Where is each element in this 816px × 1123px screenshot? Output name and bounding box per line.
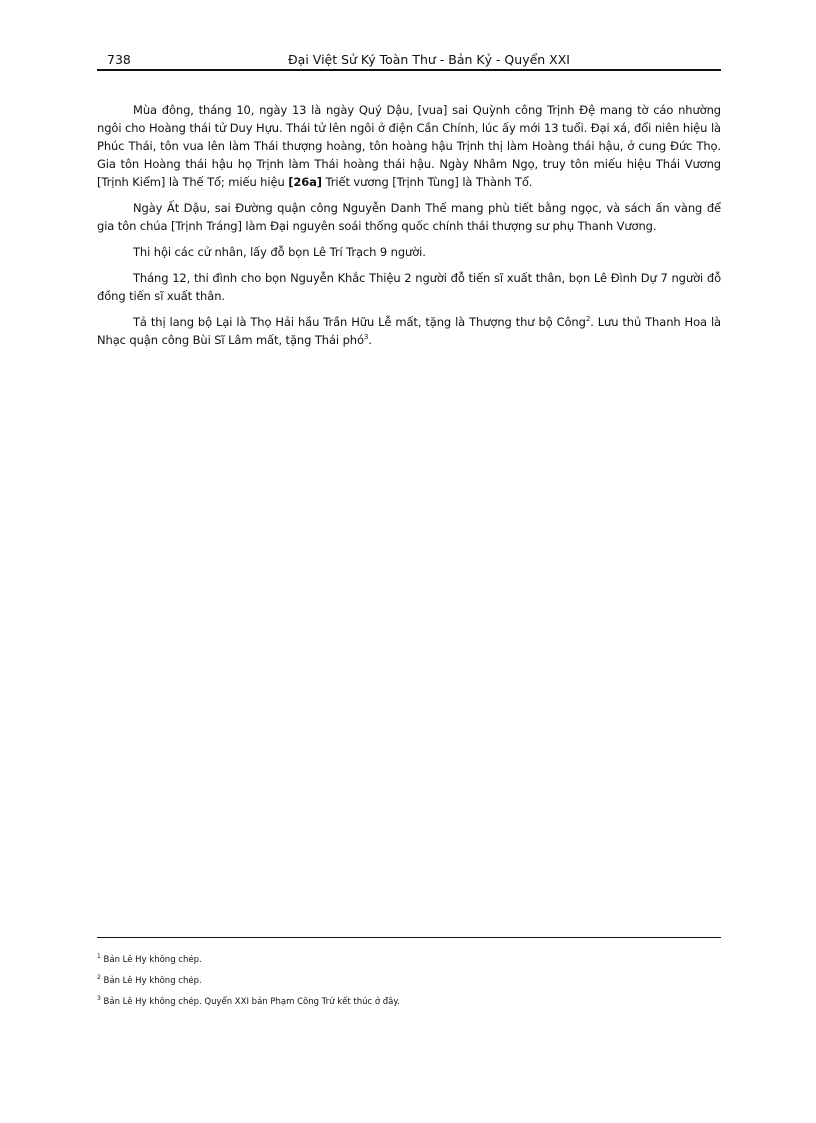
running-title: Đại Việt Sử Ký Toàn Thư - Bản Kỷ - Quyển XXI [288,52,570,67]
footnote-text: Bản Lê Hy không chép. Quyển XXI bản Phạm Công Trứ kết thúc ở đây. [103,997,400,1007]
paragraph-1-text-b: Triết vương [Trịnh Tùng] là Thành Tổ. [321,175,533,189]
paragraph-5-text-c: . [368,333,372,347]
paragraph-5-text-b: . Lưu thủ Thanh Hoa là Nhạc quận công Bùi Sĩ Lâm mất, tặng Thái phó [97,315,721,347]
footnote-2 [97,975,721,987]
page-header [97,52,721,70]
footnote-ref-3[interactable]: 3 [363,333,369,342]
body-text [97,101,721,357]
footnote-marker: 1 [97,953,101,961]
footnote-1 [97,954,721,966]
paragraph-2: Ngày Ất Dậu, sai Đường quận công Nguyễn Danh Thế mang phù tiết bằng ngọc, và sách ấn vàng để gia tôn chúa [Trịnh Tráng] làm Đại nguyên soái thống quốc chính thái thượng sư phụ Thanh Vương. [97,201,721,233]
folio-marker: [26a] [288,175,322,189]
footnote-ref-2[interactable]: 2 [585,315,591,324]
footnote-3 [97,996,721,1008]
footnote-marker: 3 [97,995,101,1003]
paragraph-1-text-a: Mùa đông, tháng 10, ngày 13 là ngày Quý Dậu, [vua] sai Quỳnh công Trịnh Đệ mang tờ cáo nhường ngôi cho Hoàng thái tử Duy Hựu. Thái tử lên ngôi ở điện Cần Chính, lúc ấy mới 13 tuổi. Đại xá, đổi niên hiệu là Phúc Thái, tôn vua lên làm Thái thượng hoàng, tôn hoàng hậu Trịnh thị làm Hoàng thái hậu, ở cung Đức Thọ. Gia tôn Hoàng thái hậu họ Trịnh làm Thái hoàng thái hậu. Ngày Nhâm Ngọ, truy tôn miếu hiệu Thái Vương [Trịnh Kiểm] là Thế Tổ; miếu hiệu [97,103,721,189]
page-number: 738 [107,52,131,67]
paragraph-1 [97,101,721,191]
paragraph-5 [97,313,721,349]
footnote-text: Bản Lê Hy không chép. [103,955,202,965]
paragraph-5-text-a: Tả thị lang bộ Lại là Thọ Hải hầu Trần Hữu Lễ mất, tặng là Thượng thư bộ Công [133,315,586,329]
header-rule [97,69,721,71]
footnote-marker: 2 [97,974,101,982]
footnote-rule [97,937,721,938]
paragraph-3: Thi hội các cử nhân, lấy đỗ bọn Lê Trí Trạch 9 người. [133,245,426,259]
paragraph-4: Tháng 12, thi đình cho bọn Nguyễn Khắc Thiệu 2 người đỗ tiến sĩ xuất thân, bọn Lê Đình Dự 7 người đỗ đồng tiến sĩ xuất thân. [97,271,721,303]
footnotes [97,954,721,1017]
footnote-text: Bản Lê Hy không chép. [103,976,202,986]
